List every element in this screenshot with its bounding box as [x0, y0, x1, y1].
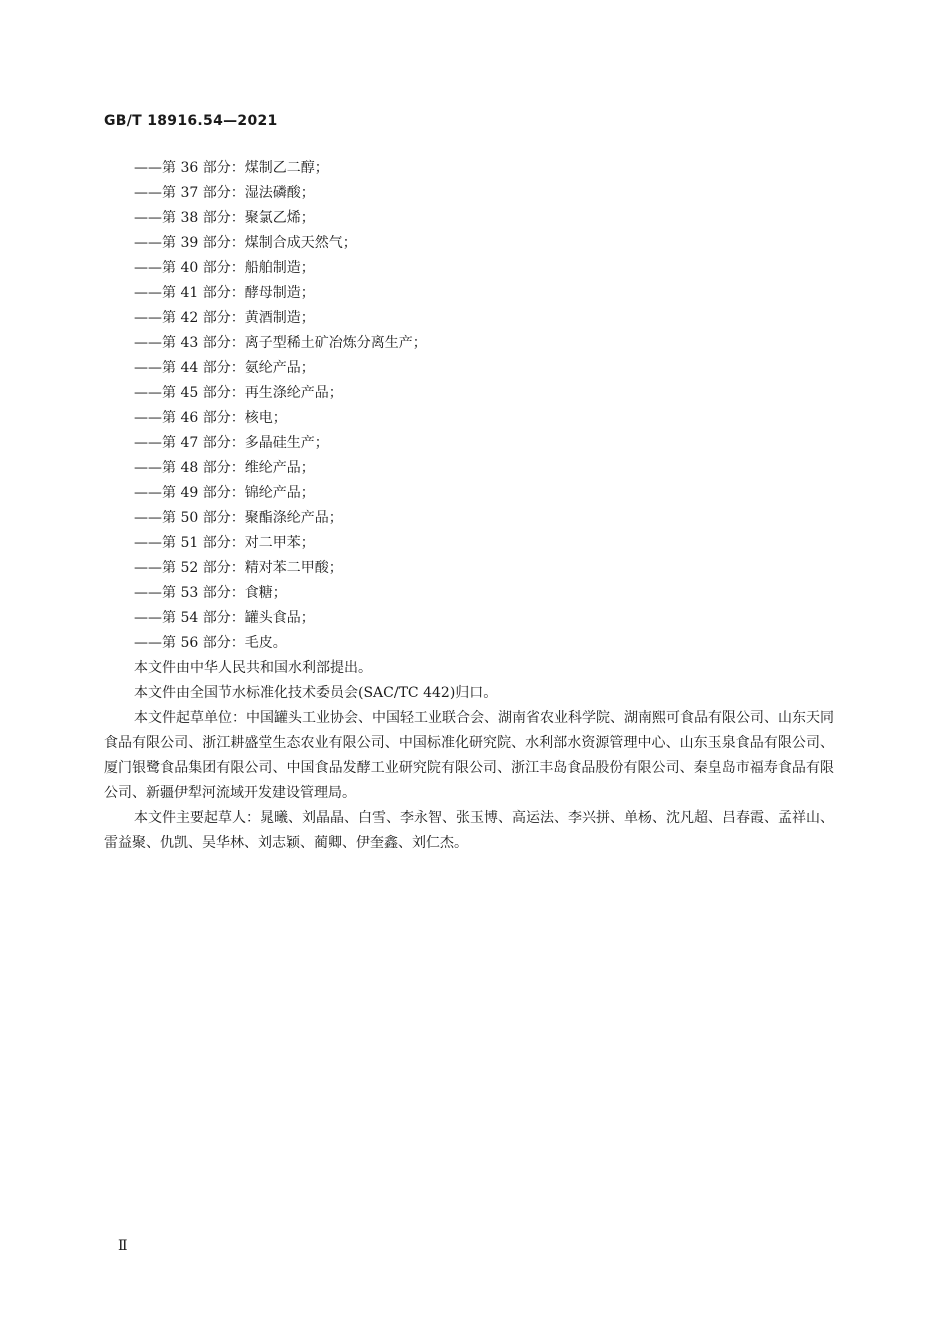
part-title: 煤制合成天然气；	[244, 235, 357, 251]
foreword-paragraphs	[104, 656, 834, 856]
part-item	[134, 156, 427, 181]
part-suffix: 部分：	[198, 285, 245, 301]
part-number: 40	[180, 260, 199, 276]
part-number: 43	[180, 335, 199, 351]
part-item	[134, 481, 427, 506]
part-title: 煤制乙二醇；	[244, 160, 329, 176]
part-item	[134, 631, 427, 656]
part-suffix: 部分：	[198, 435, 245, 451]
part-suffix: 部分：	[198, 310, 245, 326]
part-suffix: 部分：	[198, 210, 245, 226]
part-prefix: ——第	[134, 285, 181, 301]
part-suffix: 部分：	[198, 160, 245, 176]
part-item	[134, 581, 427, 606]
part-prefix: ——第	[134, 385, 181, 401]
part-number: 56	[180, 635, 199, 651]
part-item	[134, 506, 427, 531]
part-title: 罐头食品；	[244, 610, 315, 626]
part-title: 聚氯乙烯；	[244, 210, 315, 226]
part-title: 再生涤纶产品；	[244, 385, 343, 401]
part-title: 氨纶产品；	[244, 360, 315, 376]
centralized-by-paragraph: 本文件由全国节水标准化技术委员会(SAC/TC 442)归口。	[134, 685, 498, 701]
part-number: 37	[180, 185, 199, 201]
part-item	[134, 456, 427, 481]
part-number: 41	[180, 285, 199, 301]
part-suffix: 部分：	[198, 485, 245, 501]
part-number: 52	[180, 560, 199, 576]
part-prefix: ——第	[134, 635, 181, 651]
main-drafters-paragraph: 本文件主要起草人：晁曦、刘晶晶、白雪、李永智、张玉博、高运法、李兴拼、单杨、沈凡超、吕春霞、孟祥山、雷益聚、仇凯、吴华林、刘志颖、蔺卿、伊奎鑫、刘仁杰。	[104, 810, 834, 851]
part-suffix: 部分：	[198, 335, 245, 351]
part-prefix: ——第	[134, 410, 181, 426]
part-suffix: 部分：	[198, 235, 245, 251]
part-item	[134, 331, 427, 356]
part-item	[134, 231, 427, 256]
part-title: 锦纶产品；	[244, 485, 315, 501]
part-number: 53	[180, 585, 199, 601]
part-title: 酵母制造；	[244, 285, 315, 301]
part-prefix: ——第	[134, 310, 181, 326]
parts-list	[134, 156, 427, 656]
part-number: 36	[180, 160, 199, 176]
part-prefix: ——第	[134, 610, 181, 626]
part-suffix: 部分：	[198, 385, 245, 401]
part-suffix: 部分：	[198, 510, 245, 526]
part-prefix: ——第	[134, 510, 181, 526]
part-prefix: ——第	[134, 360, 181, 376]
part-prefix: ——第	[134, 260, 181, 276]
part-number: 54	[180, 610, 199, 626]
part-number: 46	[180, 410, 199, 426]
part-item	[134, 606, 427, 631]
part-title: 毛皮。	[244, 635, 287, 651]
part-title: 黄酒制造；	[244, 310, 315, 326]
part-prefix: ——第	[134, 160, 181, 176]
part-number: 48	[180, 460, 199, 476]
page-number: Ⅱ	[118, 1238, 128, 1254]
part-title: 聚酯涤纶产品；	[244, 510, 343, 526]
part-title: 维纶产品；	[244, 460, 315, 476]
part-number: 44	[180, 360, 199, 376]
part-item	[134, 306, 427, 331]
part-prefix: ——第	[134, 560, 181, 576]
part-number: 42	[180, 310, 199, 326]
part-suffix: 部分：	[198, 460, 245, 476]
part-suffix: 部分：	[198, 185, 245, 201]
part-item	[134, 406, 427, 431]
part-item	[134, 281, 427, 306]
part-prefix: ——第	[134, 585, 181, 601]
part-prefix: ——第	[134, 335, 181, 351]
part-number: 47	[180, 435, 199, 451]
proposed-by-paragraph: 本文件由中华人民共和国水利部提出。	[134, 660, 372, 676]
part-prefix: ——第	[134, 210, 181, 226]
part-suffix: 部分：	[198, 535, 245, 551]
part-suffix: 部分：	[198, 260, 245, 276]
part-number: 38	[180, 210, 199, 226]
part-item	[134, 556, 427, 581]
part-suffix: 部分：	[198, 360, 245, 376]
part-prefix: ——第	[134, 435, 181, 451]
part-title: 对二甲苯；	[244, 535, 315, 551]
part-number: 50	[180, 510, 199, 526]
part-item	[134, 206, 427, 231]
part-title: 离子型稀土矿冶炼分离生产；	[244, 335, 427, 351]
part-title: 精对苯二甲酸；	[244, 560, 343, 576]
part-prefix: ——第	[134, 460, 181, 476]
part-suffix: 部分：	[198, 560, 245, 576]
part-title: 多晶硅生产；	[244, 435, 329, 451]
part-prefix: ——第	[134, 235, 181, 251]
part-prefix: ——第	[134, 485, 181, 501]
part-item	[134, 431, 427, 456]
part-number: 51	[180, 535, 199, 551]
part-number: 49	[180, 485, 199, 501]
part-prefix: ——第	[134, 185, 181, 201]
part-title: 食糖；	[244, 585, 287, 601]
part-item	[134, 531, 427, 556]
part-suffix: 部分：	[198, 410, 245, 426]
part-number: 45	[180, 385, 199, 401]
part-title: 湿法磷酸；	[244, 185, 315, 201]
part-title: 核电；	[244, 410, 287, 426]
part-item	[134, 256, 427, 281]
part-suffix: 部分：	[198, 635, 245, 651]
part-item	[134, 356, 427, 381]
standard-number-header: GB/T 18916.54—2021	[104, 113, 278, 129]
part-suffix: 部分：	[198, 585, 245, 601]
part-item	[134, 381, 427, 406]
drafting-units-paragraph: 本文件起草单位：中国罐头工业协会、中国轻工业联合会、湖南省农业科学院、湖南熙可食品有限公司、山东天同食品有限公司、浙江耕盛堂生态农业有限公司、中国标准化研究院、水利部水资源管理中心、山东玉泉食品有限公司、厦门银鹭食品集团有限公司、中国食品发酵工业研究院有限公司、浙江丰岛食品股份有限公司、秦皇岛市福寿食品有限公司、新疆伊犁河流域开发建设管理局。	[104, 710, 834, 801]
part-suffix: 部分：	[198, 610, 245, 626]
part-prefix: ——第	[134, 535, 181, 551]
part-title: 船舶制造；	[244, 260, 315, 276]
part-item	[134, 181, 427, 206]
part-number: 39	[180, 235, 199, 251]
